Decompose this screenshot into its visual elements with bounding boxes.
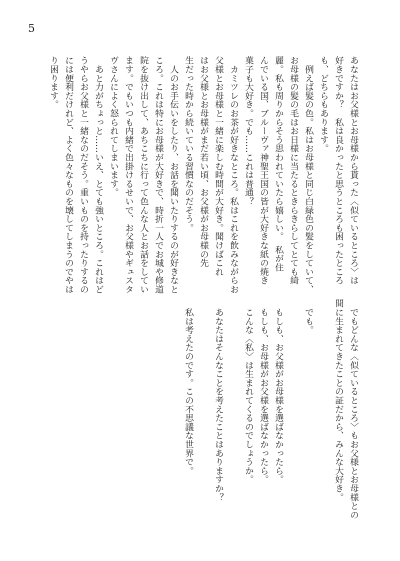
text-line: 菓子も大好き。でも……これは普通？ [243,56,253,206]
text-line: んでいる国、ブルーヴァ神聖王国の皆が大好きな紙の焼き [258,56,268,285]
page-number: 5 [28,22,35,35]
text-line: ころ。これは特にお母様が大好きで、時折一人でお城や修道 [153,56,163,294]
text-line: あと力がちょっと……いえ、とても強いところ。これはど [93,56,103,294]
text-line: あなたはお父様とお母様から貰った〈似ているところ〉は [348,56,358,285]
text-line: 例えば髪の色。私はお母様と同じ白緑色の髪をしていて、 [303,56,313,294]
lower-text-block [180,299,360,539]
text-line: には便利だけれど、よく色々なものを壊してしまうのでやは [63,56,73,294]
text-line: はお父様とお母様がまだ若い頃、お父様がお母様の先 [198,56,208,268]
text-line: お母様の髪の毛はお日様に当たるときらきらしてとても綺 [288,56,298,285]
text-line: ヴさんによく怒られてしまいます。 [108,56,118,197]
text-line: も、どちらもあります。 [318,56,328,153]
text-line: り困ります。 [48,56,58,109]
text-line: カミツレのお茶が好きなところ。私はこれを飲みながらお [228,56,238,294]
text-line: 私は考えたのです。この不思議な世界で。 [183,299,193,475]
text-line: 生だった時から続いている習慣なのだそう。 [183,56,193,232]
text-line: 間に生まれてきたことの証だから、みんな大好き。 [333,299,343,502]
text-line: あなたはそんなことを考えたことはありますか？ [213,299,223,502]
text-line: ます。でもいつも内緒で出掛けるせいで、お父様やギュスタ [123,56,133,294]
text-line: 父様とお母様と一緒に楽しむ時間が大好き。聞けばこれ [213,56,223,276]
text-line: うやらお父様と一緒なのだそう。重いものを持ったりするの [78,56,88,294]
upper-text-block [45,56,360,296]
text-line: でも。 [303,299,313,335]
text-line: 麗。私も周りからそう思われていたら嬉しい。 私が住 [273,56,283,272]
text-line: 院を抜け出して、あちこちに行って色んな人とお話をしてい [138,56,148,294]
text-line: でもどんな〈似ているところ〉もお父様とお母様との [348,299,358,519]
text-line: 人のお手伝いをしたり、お話を聞いたりするのが好きなと [168,56,178,294]
text-line: もしも、お父様がお母様を選ばなかったら。 [273,299,283,484]
text-line: 好きですか？ 私は良かったと思うところも困ったところ [333,56,343,285]
text-line: もしも、お母様がお父様を選ばなかったら。 [258,299,268,484]
text-line: こんな〈私〉は生まれてくるのでしょうか。 [243,299,253,484]
